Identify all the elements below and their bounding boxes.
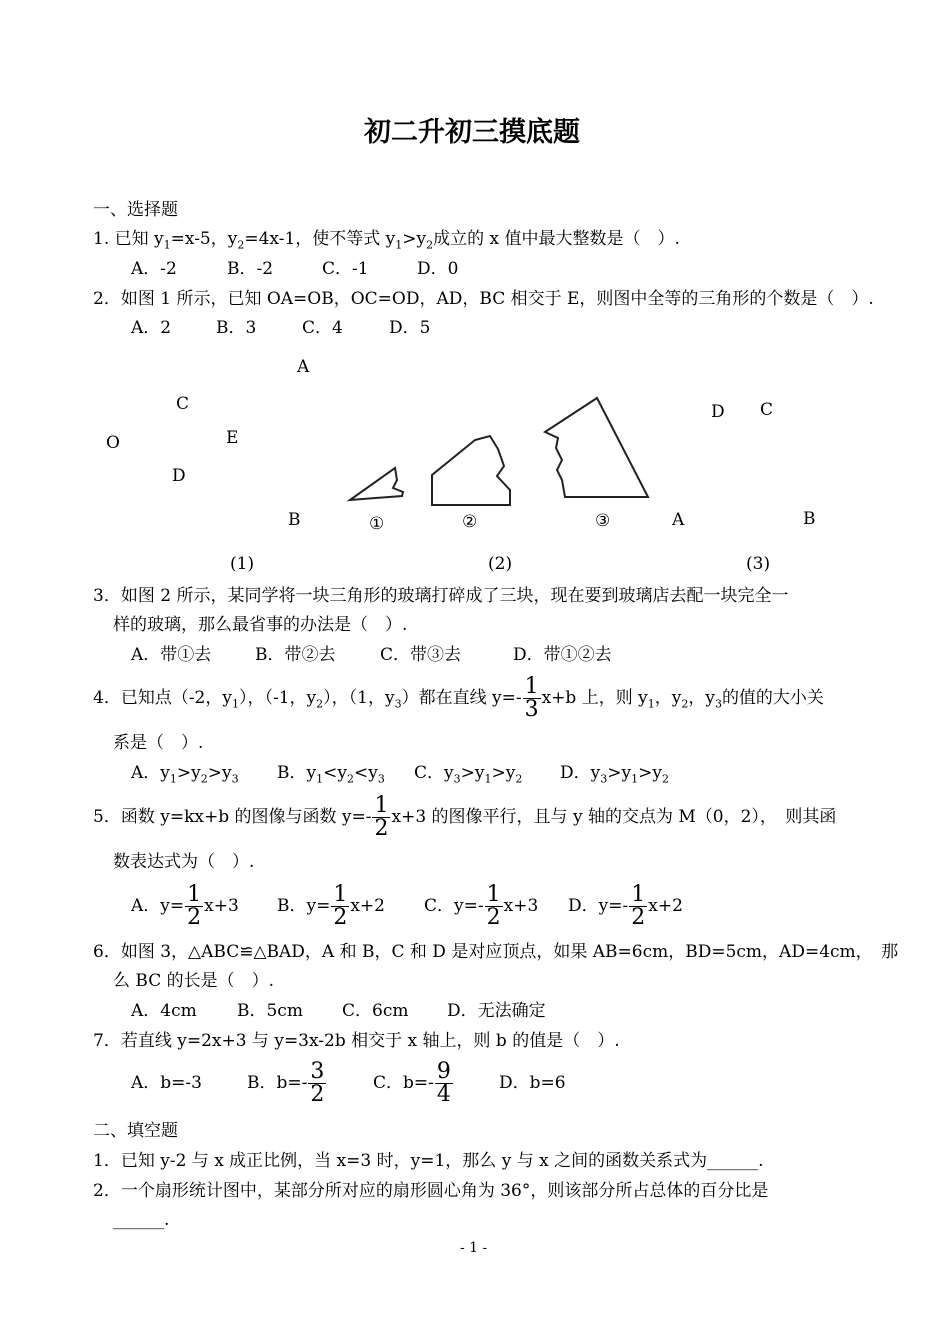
q5-option-c: C．y=- $\frac{1}{2}$ x+3 — [424, 882, 539, 930]
fig1-label-o: O — [106, 433, 120, 453]
fraction-one-third: $\frac{1}{3}$ — [524, 674, 539, 722]
page-number: - 1 - — [460, 1240, 488, 1256]
q4-option-a: A．$y_1>y_2>y_3$ — [131, 763, 239, 786]
q6-option-d: D．无法确定 — [447, 1001, 546, 1021]
q3-option-a: A．带①去 — [131, 645, 212, 665]
q7-option-c: C．b=- $\frac{9}{4}$ — [373, 1059, 451, 1107]
question-2: 2．如图 1 所示，已知 OA=OB，OC=OD，AD，BC 相交于 E，则图中全等的三角形的个数是（ ）. — [93, 289, 874, 309]
q2-option-c: C．4 — [302, 318, 343, 338]
q6-option-c: C．6cm — [342, 1001, 409, 1021]
fraction-one-half: $\frac{1}{2}$ — [374, 793, 389, 841]
question-7: 7．若直线 y=2x+3 与 y=3x-2b 相交于 x 轴上，则 b 的值是（ ）. — [93, 1031, 620, 1051]
fill-question-2-line-1: 2．一个扇形统计图中，某部分所对应的扇形圆心角为 36°，则该部分所占总体的百分比是 — [93, 1181, 769, 1201]
fig2-label-piece-2: ② — [462, 512, 478, 532]
fig1-label-a: A — [297, 357, 310, 377]
fig2-label-piece-1: ① — [369, 514, 385, 534]
glass-piece-2 — [432, 436, 510, 505]
question-6-line-2: 么 BC 的长是（ ）. — [113, 971, 275, 991]
question-4-line-1: 4．已知点（-2，$y_1$），（-1，$y_2$），（1，$y_3$）都在直线 y=- $\frac{1}{3}$ x+b 上，则 $y_1$，$y_2$，$y_3$的值的大小关 — [93, 674, 824, 722]
section-heading-choice: 一、选择题 — [93, 200, 178, 220]
fig1-label-e: E — [226, 428, 239, 448]
question-5-line-2: 数表达式为（ ）. — [113, 852, 255, 872]
q5-option-d: D．y=- $\frac{1}{2}$ x+2 — [568, 882, 683, 930]
section-heading-fill-in: 二、填空题 — [93, 1121, 178, 1141]
q4-option-b: B．$y_1<y_2<y_3$ — [277, 763, 385, 786]
glass-piece-3 — [545, 398, 648, 497]
fig3-label-b: B — [803, 509, 816, 529]
fig1-label-d: D — [172, 466, 186, 486]
fig3-label-a: A — [672, 510, 685, 530]
question-5-line-1: 5．函数 y=kx+b 的图像与函数 y=- $\frac{1}{2}$ x+3 的图像平行，且与 y 轴的交点为 M（0，2）， 则其函 — [93, 793, 837, 841]
q2-option-b: B．3 — [216, 318, 257, 338]
q7-option-b: B．b=- $\frac{3}{2}$ — [247, 1059, 325, 1107]
q3-option-d: D．带①②去 — [513, 645, 612, 665]
q3-option-c: C．带③去 — [380, 645, 462, 665]
q1-option-a: A．-2 — [131, 259, 177, 279]
q6-option-b: B．5cm — [237, 1001, 303, 1021]
q2-option-a: A．2 — [131, 318, 172, 338]
q7-option-d: D．b=6 — [499, 1073, 566, 1093]
q1-option-b: B．-2 — [227, 259, 274, 279]
q6-option-a: A．4cm — [131, 1001, 197, 1021]
fig3-label-c: C — [760, 400, 774, 420]
question-3-line-2: 样的玻璃，那么最省事的办法是（ ）. — [113, 615, 408, 635]
q1-option-d: D．0 — [417, 259, 459, 279]
fill-question-2-line-2: ______. — [113, 1210, 170, 1230]
fig2-label-piece-3: ③ — [595, 511, 611, 531]
fig1-label-c: C — [176, 394, 190, 414]
q3-option-b: B．带②去 — [255, 645, 336, 665]
q4-option-c: C．$y_3>y_1>y_2$ — [414, 763, 523, 786]
fig3-caption: (3) — [746, 554, 771, 574]
question-3-line-1: 3．如图 2 所示，某同学将一块三角形的玻璃打碎成了三块，现在要到玻璃店去配一块完全一 — [93, 586, 789, 606]
q1-option-c: C．-1 — [322, 259, 369, 279]
question-1: 1. 已知 $y_1=x-5$，$y_2=4x-1$，使不等式 $y_1>y_2$成立的 x 值中最大整数是（ ）. — [93, 229, 680, 252]
q5-option-b: B．y= $\frac{1}{2}$ x+2 — [277, 882, 385, 930]
question-6-line-1: 6．如图 3，△ABC≌△BAD，A 和 B，C 和 D 是对应顶点，如果 AB=6cm，BD=5cm，AD=4cm， 那 — [93, 942, 899, 962]
page-title: 初二升初三摸底题 — [364, 117, 580, 148]
glass-piece-1 — [350, 468, 403, 500]
q4-option-d: D．$y_3>y_1>y_2$ — [560, 763, 669, 786]
q2-option-d: D．5 — [389, 318, 431, 338]
fig1-caption: (1) — [230, 554, 255, 574]
fig2-caption: (2) — [488, 554, 513, 574]
fig1-label-b: B — [288, 510, 301, 530]
fig3-label-d: D — [711, 402, 725, 422]
q7-option-a: A．b=-3 — [131, 1073, 202, 1093]
fill-question-1: 1．已知 y-2 与 x 成正比例，当 x=3 时，y=1，那么 y 与 x 之间的函数关系式为______. — [93, 1151, 764, 1171]
question-4-line-2: 系是（ ）. — [113, 733, 204, 753]
q5-option-a: A．y= $\frac{1}{2}$ x+3 — [131, 882, 239, 930]
